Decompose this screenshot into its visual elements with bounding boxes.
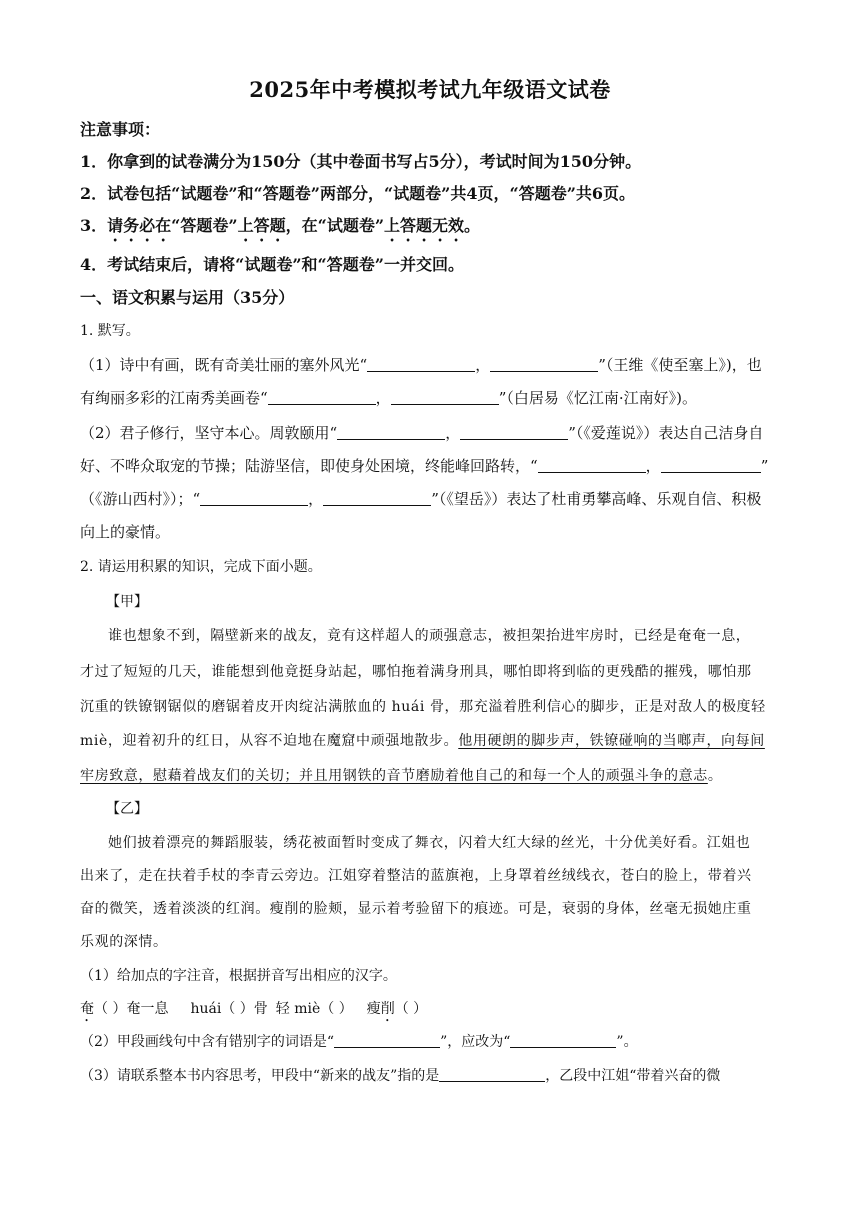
notice-item-3 [80, 216, 784, 245]
jia-underlined-sentence-2: 牢房致意，慰藉着战友们的关切；并且用钢铁的音节磨励着他自己的和每一个人的顽强斗争的意志 [80, 768, 708, 784]
answer-blank[interactable] [367, 357, 475, 372]
q1-p1-line2 [80, 388, 784, 408]
sub3-text-a: （3）请联系整本书内容思考，甲段中“新来的战友”指的是 [80, 1068, 440, 1084]
yi-line-1: 她们披着漂亮的舞蹈服装，绣花被面暂时变成了舞衣，闪着大红大绿的丝光，十分优美好看。江姐也 [108, 835, 751, 851]
yi-line-3: 奋的微笑，透着淡淡的红润。瘦削的脸颊，显示着考验留下的痕迹。可是，衰弱的身体，丝毫无损她庄重 [80, 901, 752, 917]
q1-p1-line1-text-b: ， [475, 356, 491, 374]
q1-p1-line1-text-a: （1）诗中有画，既有奇美壮丽的塞外风光“ [80, 356, 368, 374]
jia-label: 【甲】 [106, 594, 148, 610]
yi-label: 【乙】 [106, 801, 148, 817]
notice-item-4: 4．考试结束后，请将“试题卷”和“答题卷”一并交回。 [80, 255, 464, 274]
q1-label: 1. 默写。 [80, 323, 140, 339]
jia-line-4-text: miè，迎着初升的红日，从容不迫地在魔窟中顽强地散步。 [80, 733, 459, 749]
q1-p2-line2-text-a: 好、不哗众取宠的节操；陆游坚信，即使身处困境，终能峰回路转，“ [80, 457, 538, 475]
sub1-item-4-char: 削 [380, 1001, 395, 1017]
sub1-items [80, 999, 784, 1025]
sub2-text-c: ”。 [616, 1034, 638, 1050]
sub1-item-1[interactable]: （ ）奄一息 [94, 1001, 169, 1017]
notice-item-3-num: 3． [80, 216, 108, 235]
sub1-item-2[interactable]: huái（ ）骨 [190, 1001, 268, 1017]
notice-item-3-text-2: ，在 [285, 216, 318, 235]
sub1-item-4[interactable]: （ ） [394, 1001, 428, 1017]
jia-underlined-sentence-1: 他用硬朗的脚步声，铁镣碰响的当啷声，向每间 [458, 733, 765, 749]
notice-item-3-end: 。 [464, 216, 481, 235]
q1-p2-line2 [80, 456, 784, 476]
answer-blank[interactable] [334, 1033, 440, 1048]
answer-blank[interactable] [661, 458, 761, 473]
yi-line-4: 乐观的深情。 [80, 934, 168, 950]
answer-blank[interactable] [323, 491, 431, 506]
answer-blank[interactable] [439, 1067, 545, 1082]
jia-line-5 [80, 766, 784, 786]
notice-item-3-emph-3: 上答题无效 [384, 216, 465, 235]
notice-item-3-emph-2: 上答题 [237, 216, 286, 235]
answer-blank[interactable] [200, 491, 308, 506]
q1-p2-line1-text-b: ， [445, 424, 461, 442]
sub3 [80, 1066, 784, 1086]
q1-p2-line1-text-c: ”（《爱莲说》）表达自己洁身自 [568, 424, 764, 442]
answer-blank[interactable] [337, 425, 445, 440]
q1-p1-line2-text-b: ， [375, 389, 391, 407]
q1-p1-line2-text-a: 有绚丽多彩的江南秀美画卷“ [80, 389, 268, 407]
sub1-item-3[interactable]: 轻 miè（ ） [275, 1001, 353, 1017]
sub1-item-4-text: 瘦 [366, 1001, 381, 1017]
notice-item-3-emph-1: 请务必在 [107, 216, 172, 235]
notice-heading: 注意事项： [80, 120, 161, 139]
jia-line-5-end: 。 [707, 768, 723, 784]
notice-item-2: 2．试卷包括“试题卷”和“答题卷”两部分，“试题卷”共4页，“答题卷”共6页。 [80, 184, 636, 203]
q1-p2-line3 [80, 489, 784, 509]
q2-label: 2. 请运用积累的知识，完成下面小题。 [80, 559, 322, 575]
jia-line-1: 谁也想象不到，隔壁新来的战友，竟有这样超人的顽强意志，被担架抬进牢房时，已经是奄奄一息， [108, 628, 751, 644]
section-1-heading: 一、语文积累与运用（35分） [80, 288, 295, 307]
q1-p2-line1 [80, 423, 784, 443]
jia-line-4 [80, 731, 784, 751]
q1-p1-line1-text-c: ”（王维《使至塞上》)，也 [598, 356, 762, 374]
answer-blank[interactable] [391, 390, 499, 405]
answer-blank[interactable] [490, 357, 598, 372]
answer-blank[interactable] [538, 458, 646, 473]
sub1-item-1-char: 奄 [80, 1001, 94, 1017]
q1-p1-line1 [80, 355, 784, 375]
sub3-text-b: ，乙段中江姐“带着兴奋的微 [545, 1068, 721, 1084]
jia-line-2: 才过了短短的几天，谁能想到他竟挺身站起，哪怕拖着满身刑具，哪怕即将到临的更残酷的摧残，哪怕那 [80, 664, 752, 680]
sub2 [80, 1032, 784, 1052]
q1-p2-line3-text-a: （《游山西村》）；“ [80, 490, 201, 508]
q1-p2-line3-text-b: ， [308, 490, 324, 508]
q1-p2-line2-text-c: ” [760, 457, 769, 475]
q1-p2-line1-text-a: （2）君子修行，坚守本心。周敦颐用“ [80, 424, 338, 442]
sub2-text-a: （2）甲段画线句中含有错别字的词语是“ [80, 1034, 335, 1050]
notice-item-1: 1．你拿到的试卷满分为150分（其中卷面书写占5分），考试时间为150分钟。 [80, 152, 642, 171]
exam-title: 2025年中考模拟考试九年级语文试卷 [249, 77, 611, 102]
sub2-text-b: ”，应改为“ [440, 1034, 511, 1050]
jia-line-3: 沉重的铁镣钢锯似的磨锯着皮开肉绽沾满脓血的 huái 骨，那充溢着胜利信心的脚步，正是对敌人的极度轻 [80, 699, 766, 715]
notice-item-3-text-3: “试题卷” [317, 216, 385, 235]
q1-p2-line2-text-b: ， [645, 457, 661, 475]
answer-blank[interactable] [268, 390, 376, 405]
q1-p1-line2-text-c: ”（白居易《忆江南·江南好》)。 [498, 389, 697, 407]
yi-line-2: 出来了，走在扶着手杖的李青云旁边。江姐穿着整洁的蓝旗袍，上身罩着丝绒线衣，苍白的脸上，带着兴 [80, 868, 752, 884]
notice-item-3-text-1: “答题卷” [171, 216, 238, 235]
sub1-label: （1）给加点的字注音，根据拼音写出相应的汉字。 [80, 968, 397, 984]
q1-p2-line4: 向上的豪情。 [80, 523, 171, 541]
answer-blank[interactable] [510, 1033, 616, 1048]
answer-blank[interactable] [460, 425, 568, 440]
q1-p2-line3-text-c: ”（《望岳》）表达了杜甫勇攀高峰、乐观自信、积极 [431, 490, 762, 508]
